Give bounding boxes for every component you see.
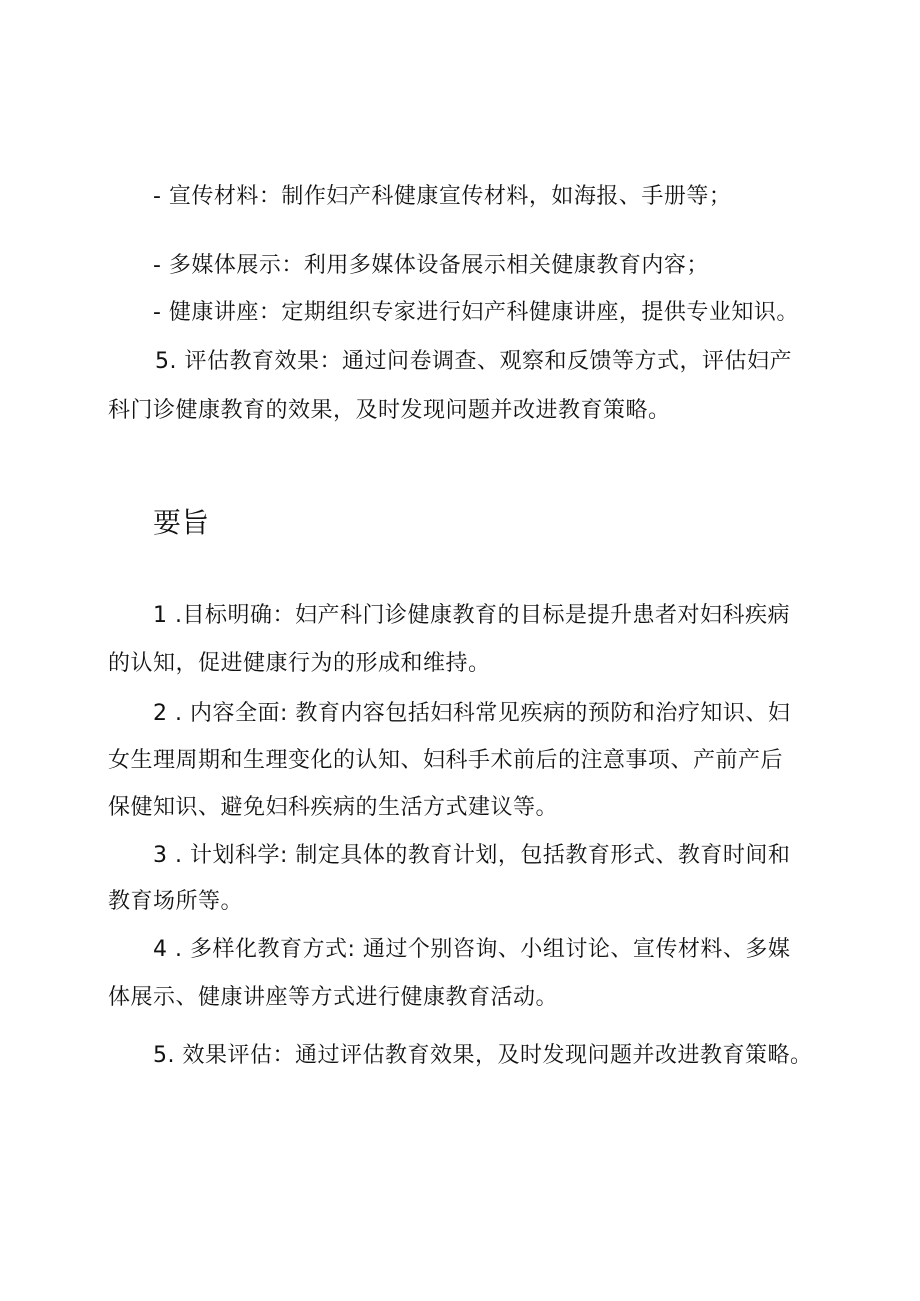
step5-line1: 5. 评估教育效果：通过问卷调查、观察和反馈等方式，评估妇产 xyxy=(155,349,792,374)
channel-item-promotional-materials: - 宣传材料：制作妇产科健康宣传材料，如海报、手册等； xyxy=(153,184,732,209)
summary-point3-line1: 3 . 计划科学: 制定具体的教育计划，包括教育形式、教育时间和 xyxy=(153,843,791,868)
step5-line2: 科门诊健康教育的效果，及时发现问题并改进教育策略。 xyxy=(108,398,671,423)
channel-item-health-lectures: - 健康讲座：定期组织专家进行妇产科健康讲座，提供专业知识。 xyxy=(153,300,799,325)
summary-point4-line1: 4 . 多样化教育方式: 通过个别咨询、小组讨论、宣传材料、多媒 xyxy=(153,937,791,962)
summary-point2-line1: 2 . 内容全面: 教育内容包括妇科常见疾病的预防和治疗知识、妇 xyxy=(153,701,791,726)
summary-point4-line2: 体展示、健康讲座等方式进行健康教育活动。 xyxy=(108,985,559,1010)
channel-item-multimedia-display: - 多媒体展示：利用多媒体设备展示相关健康教育内容； xyxy=(153,253,709,278)
summary-point1-line2: 的认知，促进健康行为的形成和维持。 xyxy=(108,651,491,676)
summary-point2-line2: 女生理周期和生理变化的认知、妇科手术前后的注意事项、产前产后 xyxy=(108,748,784,773)
summary-heading: 要旨 xyxy=(153,506,210,539)
summary-point3-line2: 教育场所等。 xyxy=(108,889,244,914)
summary-point5-line1: 5. 效果评估：通过评估教育效果，及时发现问题并改进教育策略。 xyxy=(153,1043,813,1068)
summary-point1-line1: 1 .目标明确：妇产科门诊健康教育的目标是提升患者对妇科疾病 xyxy=(153,603,790,628)
summary-point2-line3: 保健知识、避免妇科疾病的生活方式建议等。 xyxy=(108,795,559,820)
